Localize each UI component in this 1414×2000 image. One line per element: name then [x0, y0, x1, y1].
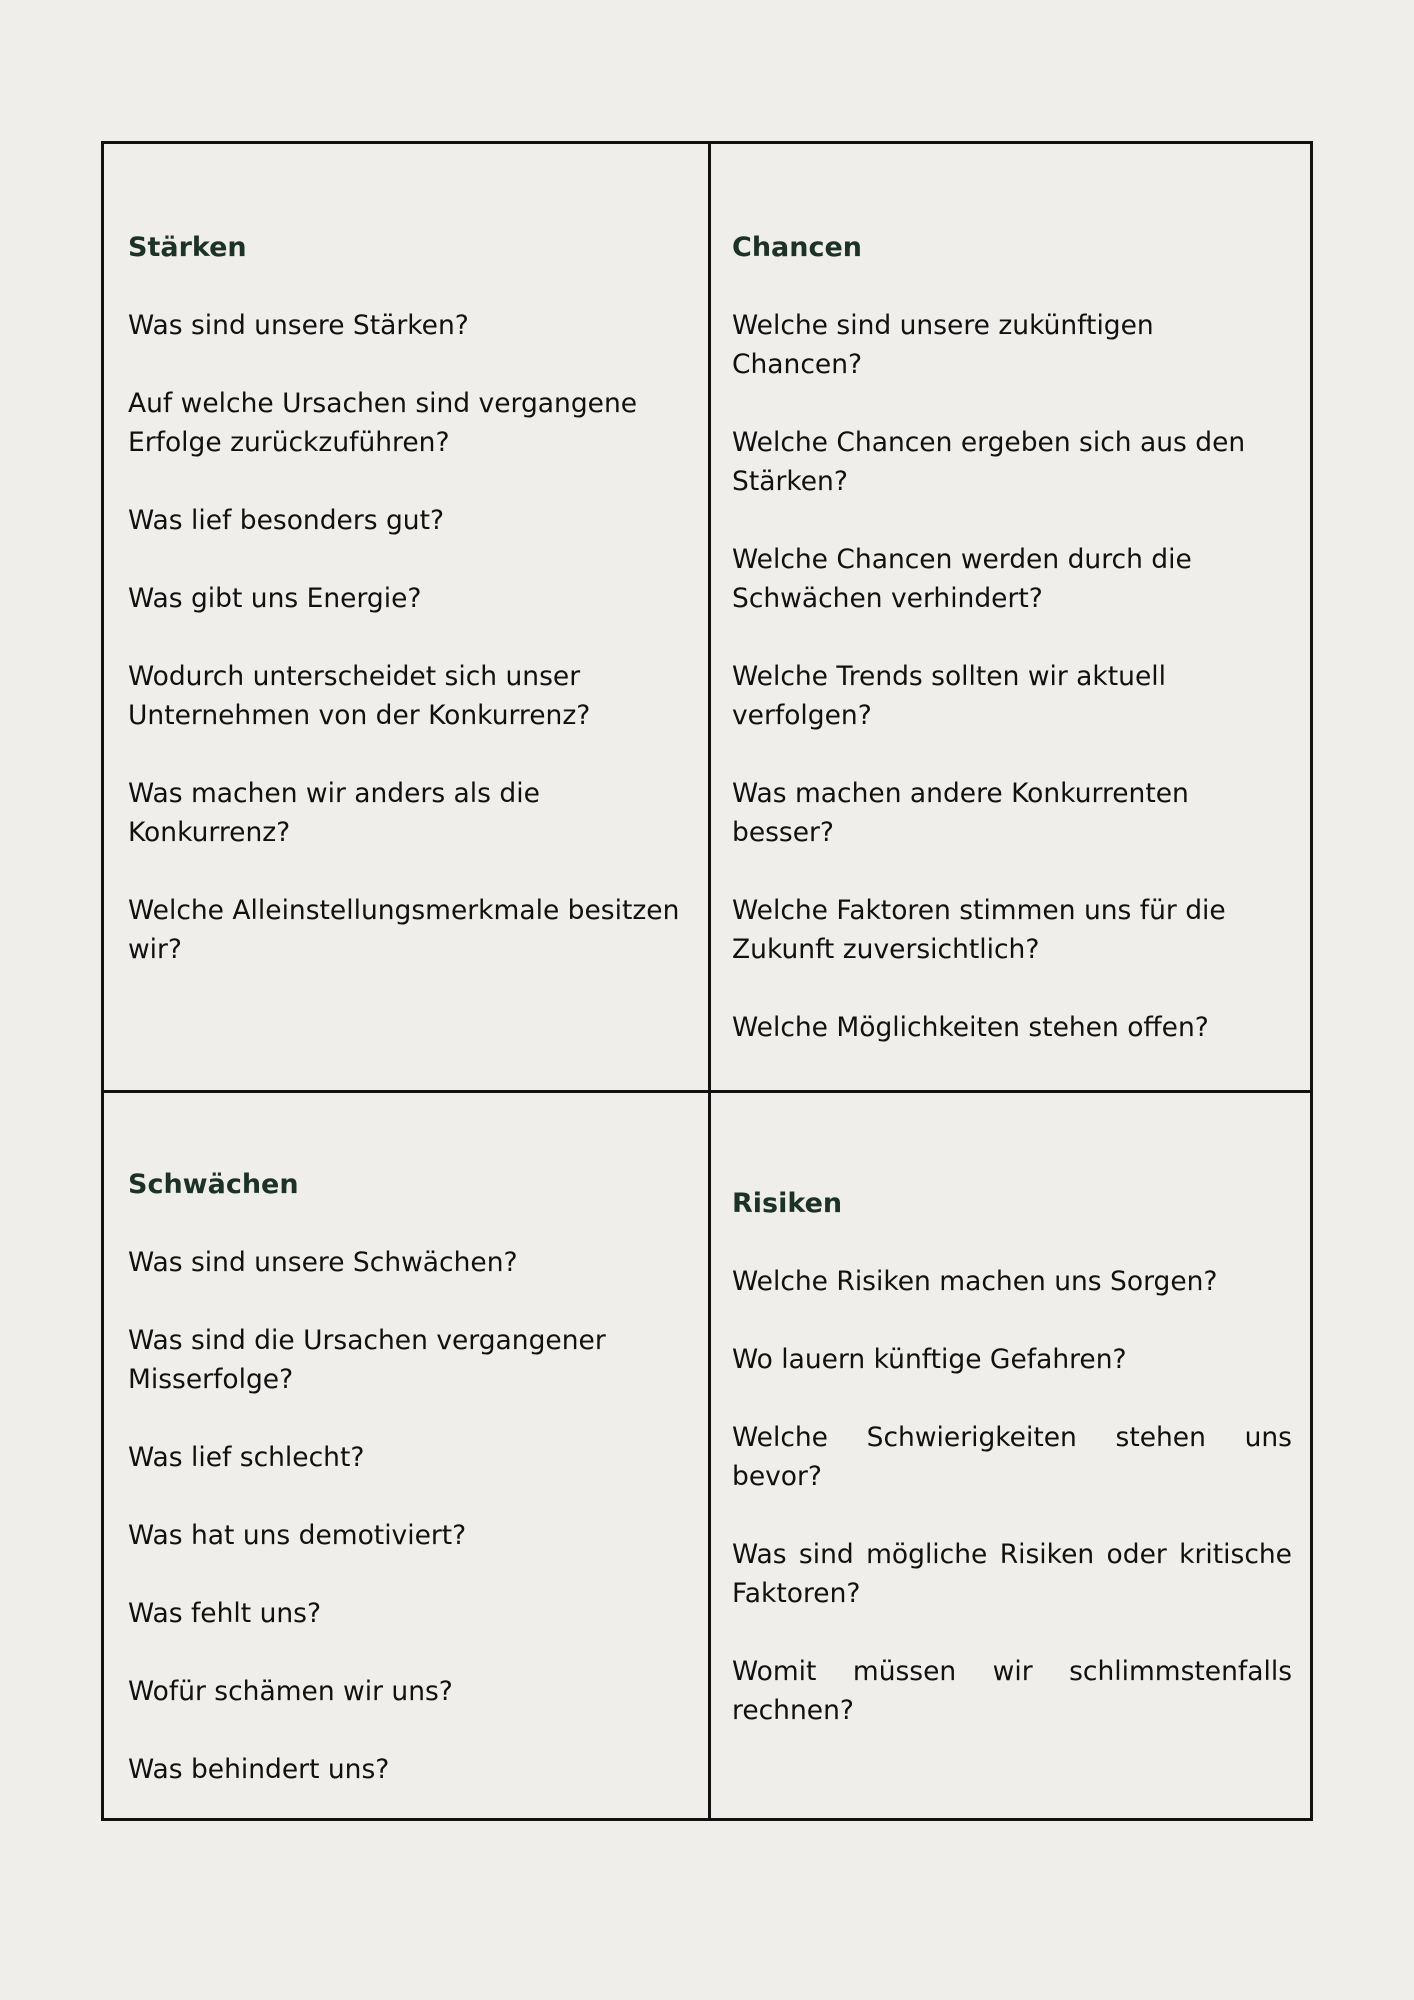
opportunities-heading: Chancen [732, 232, 863, 263]
opportunities-question: Welche Trends sollten wir aktuell verfolgen? [732, 661, 1166, 731]
quadrant-opportunities [732, 228, 1292, 1086]
quadrant-weaknesses [128, 1165, 688, 1828]
threats-heading: Risiken [732, 1188, 843, 1219]
opportunities-question: Welche Faktoren stimmen uns für die Zukunft zuversichtlich? [732, 895, 1226, 965]
weaknesses-question: Was fehlt uns? [128, 1598, 322, 1629]
strengths-question: Was sind unsere Stärken? [128, 310, 469, 341]
weaknesses-question: Was sind die Ursachen vergangener Misserfolge? [128, 1325, 606, 1395]
opportunities-question: Welche Chancen ergeben sich aus den Stärken? [732, 427, 1246, 497]
quadrant-strengths [128, 228, 688, 1008]
weaknesses-question: Was lief schlecht? [128, 1442, 365, 1473]
strengths-question: Was machen wir anders als die Konkurrenz? [128, 778, 540, 848]
opportunities-question: Welche Möglichkeiten stehen offen? [732, 1012, 1209, 1043]
weaknesses-question: Was sind unsere Schwächen? [128, 1247, 518, 1278]
threats-question: Welche Schwierigkeiten stehen uns bevor? [732, 1422, 1292, 1492]
strengths-question: Auf welche Ursachen sind vergangene Erfolge zurückzuführen? [128, 388, 638, 458]
threats-question: Welche Risiken machen uns Sorgen? [732, 1266, 1218, 1297]
swot-grid [101, 141, 1313, 1821]
vertical-divider [708, 144, 711, 1818]
weaknesses-question: Was behindert uns? [128, 1754, 390, 1785]
opportunities-question: Welche sind unsere zukünftigen Chancen? [732, 310, 1154, 380]
weaknesses-heading: Schwächen [128, 1169, 299, 1200]
strengths-heading: Stärken [128, 232, 247, 263]
strengths-question: Was gibt uns Energie? [128, 583, 422, 614]
opportunities-question: Welche Chancen werden durch die Schwächen verhindert? [732, 544, 1192, 614]
strengths-question: Wodurch unterscheidet sich unser Unternehmen von der Konkurrenz? [128, 661, 591, 731]
weaknesses-question: Wofür schämen wir uns? [128, 1676, 453, 1707]
opportunities-question: Was machen andere Konkurrenten besser? [732, 778, 1189, 848]
threats-question: Wo lauern künftige Gefahren? [732, 1344, 1127, 1375]
weaknesses-question: Was hat uns demotiviert? [128, 1520, 467, 1551]
strengths-question: Welche Alleinstellungsmerkmale besitzen wir? [128, 895, 680, 965]
strengths-question: Was lief besonders gut? [128, 505, 445, 536]
threats-question: Was sind mögliche Risiken oder kritische Faktoren? [732, 1539, 1292, 1609]
quadrant-threats [732, 1184, 1292, 1769]
horizontal-divider [104, 1090, 1310, 1093]
threats-question: Womit müssen wir schlimmstenfalls rechnen? [732, 1656, 1292, 1726]
